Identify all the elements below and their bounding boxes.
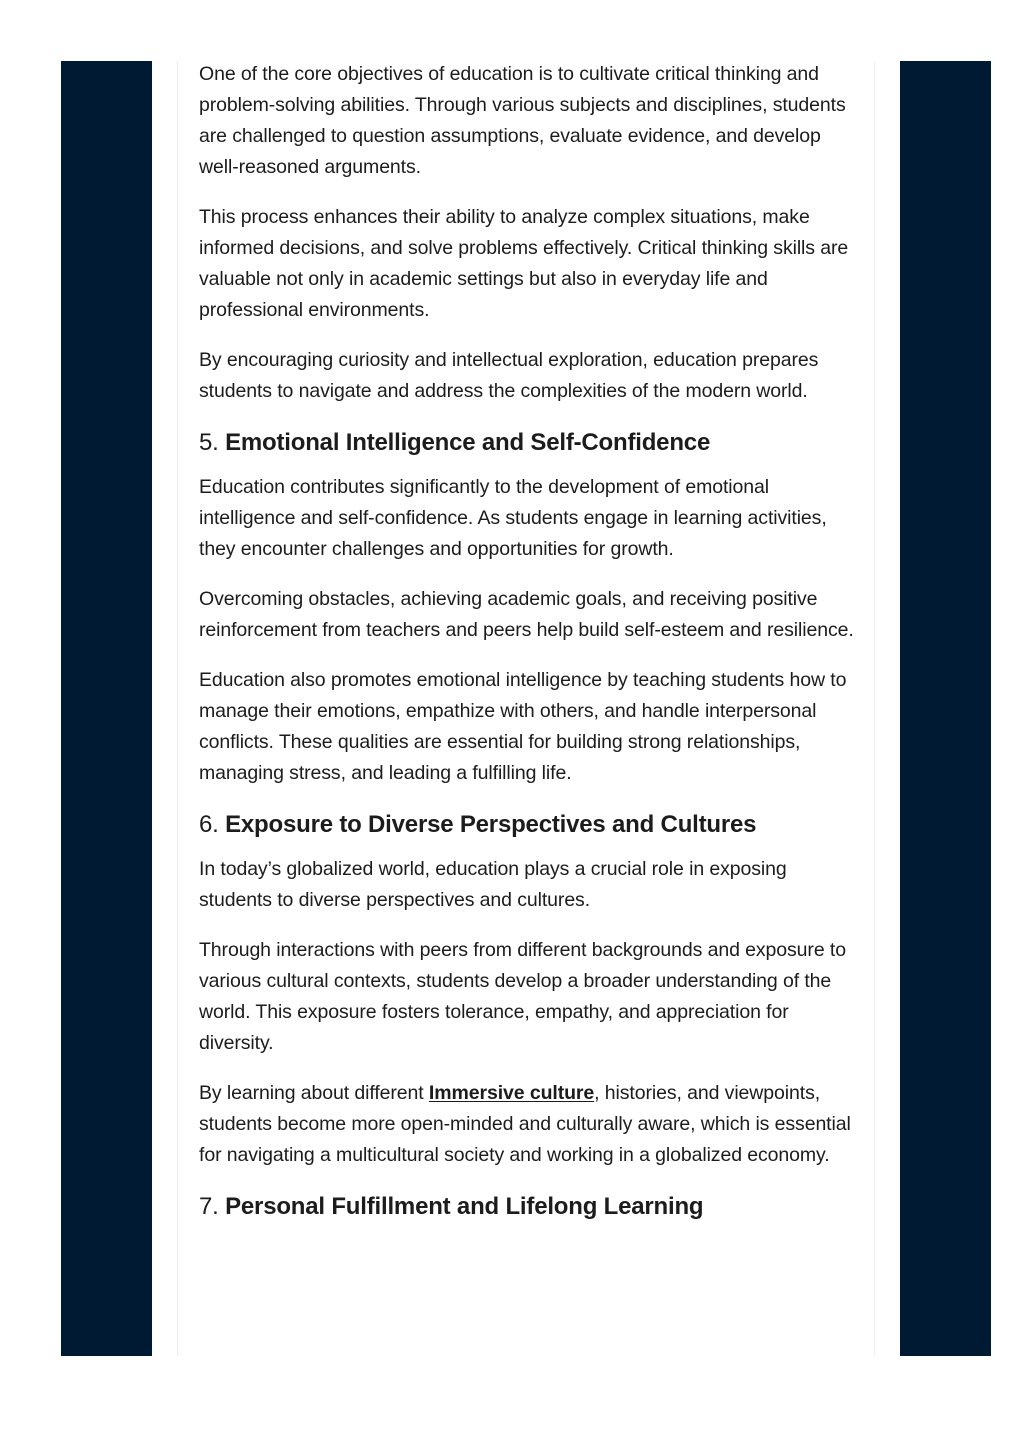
critical-thinking-paragraph-3: By encouraging curiosity and intellectual exploration, education prepares students to navigate and address the complexities of the modern world. — [199, 349, 819, 402]
critical-thinking-paragraph-1: One of the core objectives of education is to cultivate critical thinking and problem-solving abilities. Through various subjects and disciplines, students are challenged to question assumptions, evaluate evidence, and develop well-reasoned arguments. — [199, 63, 846, 178]
heading-number: 6. — [199, 811, 219, 838]
paragraph-text-after-link: , histories, and viewpoints, students become more open-minded and culturally aware, which is essential for navigating a multicultural society and working in a globalized economy. — [199, 1082, 851, 1166]
left-decorative-bar — [61, 61, 152, 1356]
article-body — [199, 59, 861, 1236]
diverse-paragraph-2: Through interactions with peers from different backgrounds and exposure to various cultural contexts, students develop a broader understanding of the world. This exposure fosters tolerance, empathy, and appreciation for diversity. — [199, 939, 846, 1054]
critical-thinking-paragraph-2: This process enhances their ability to analyze complex situations, make informed decisions, and solve problems effectively. Critical thinking skills are valuable not only in academic settings but also in everyday life and professional environments. — [199, 206, 849, 321]
diverse-paragraph-3 — [199, 1078, 861, 1171]
emotional-paragraph-1: Education contributes significantly to the development of emotional intelligence and self-confidence. As students engage in learning activities, they encounter challenges and opportunities for growth. — [199, 476, 827, 560]
right-decorative-bar — [900, 61, 991, 1356]
immersive-culture-link[interactable]: Immersive culture — [428, 1082, 595, 1104]
emotional-paragraph-3: Education also promotes emotional intelligence by teaching students how to manage their emotions, empathize with others, and handle interpersonal conflicts. These qualities are essential for building strong relationships, managing stress, and leading a fulfilling life. — [199, 669, 847, 784]
heading-number: 7. — [199, 1193, 219, 1220]
emotional-paragraph-2: Overcoming obstacles, achieving academic goals, and receiving positive reinforcement from teachers and peers help build self-esteem and resilience. — [199, 588, 854, 641]
diverse-paragraph-1: In today’s globalized world, education plays a crucial role in exposing students to diverse perspectives and cultures. — [199, 858, 787, 911]
heading-title: Personal Fulfillment and Lifelong Learning — [225, 1193, 704, 1220]
paragraph-text-before-link: By learning about different — [199, 1082, 429, 1104]
heading-emotional-intelligence — [199, 426, 861, 460]
heading-title: Exposure to Diverse Perspectives and Cultures — [225, 811, 757, 838]
heading-personal-fulfillment — [199, 1190, 861, 1224]
heading-diverse-perspectives — [199, 808, 861, 842]
heading-number: 5. — [199, 429, 219, 456]
heading-title: Emotional Intelligence and Self-Confidence — [225, 429, 711, 456]
